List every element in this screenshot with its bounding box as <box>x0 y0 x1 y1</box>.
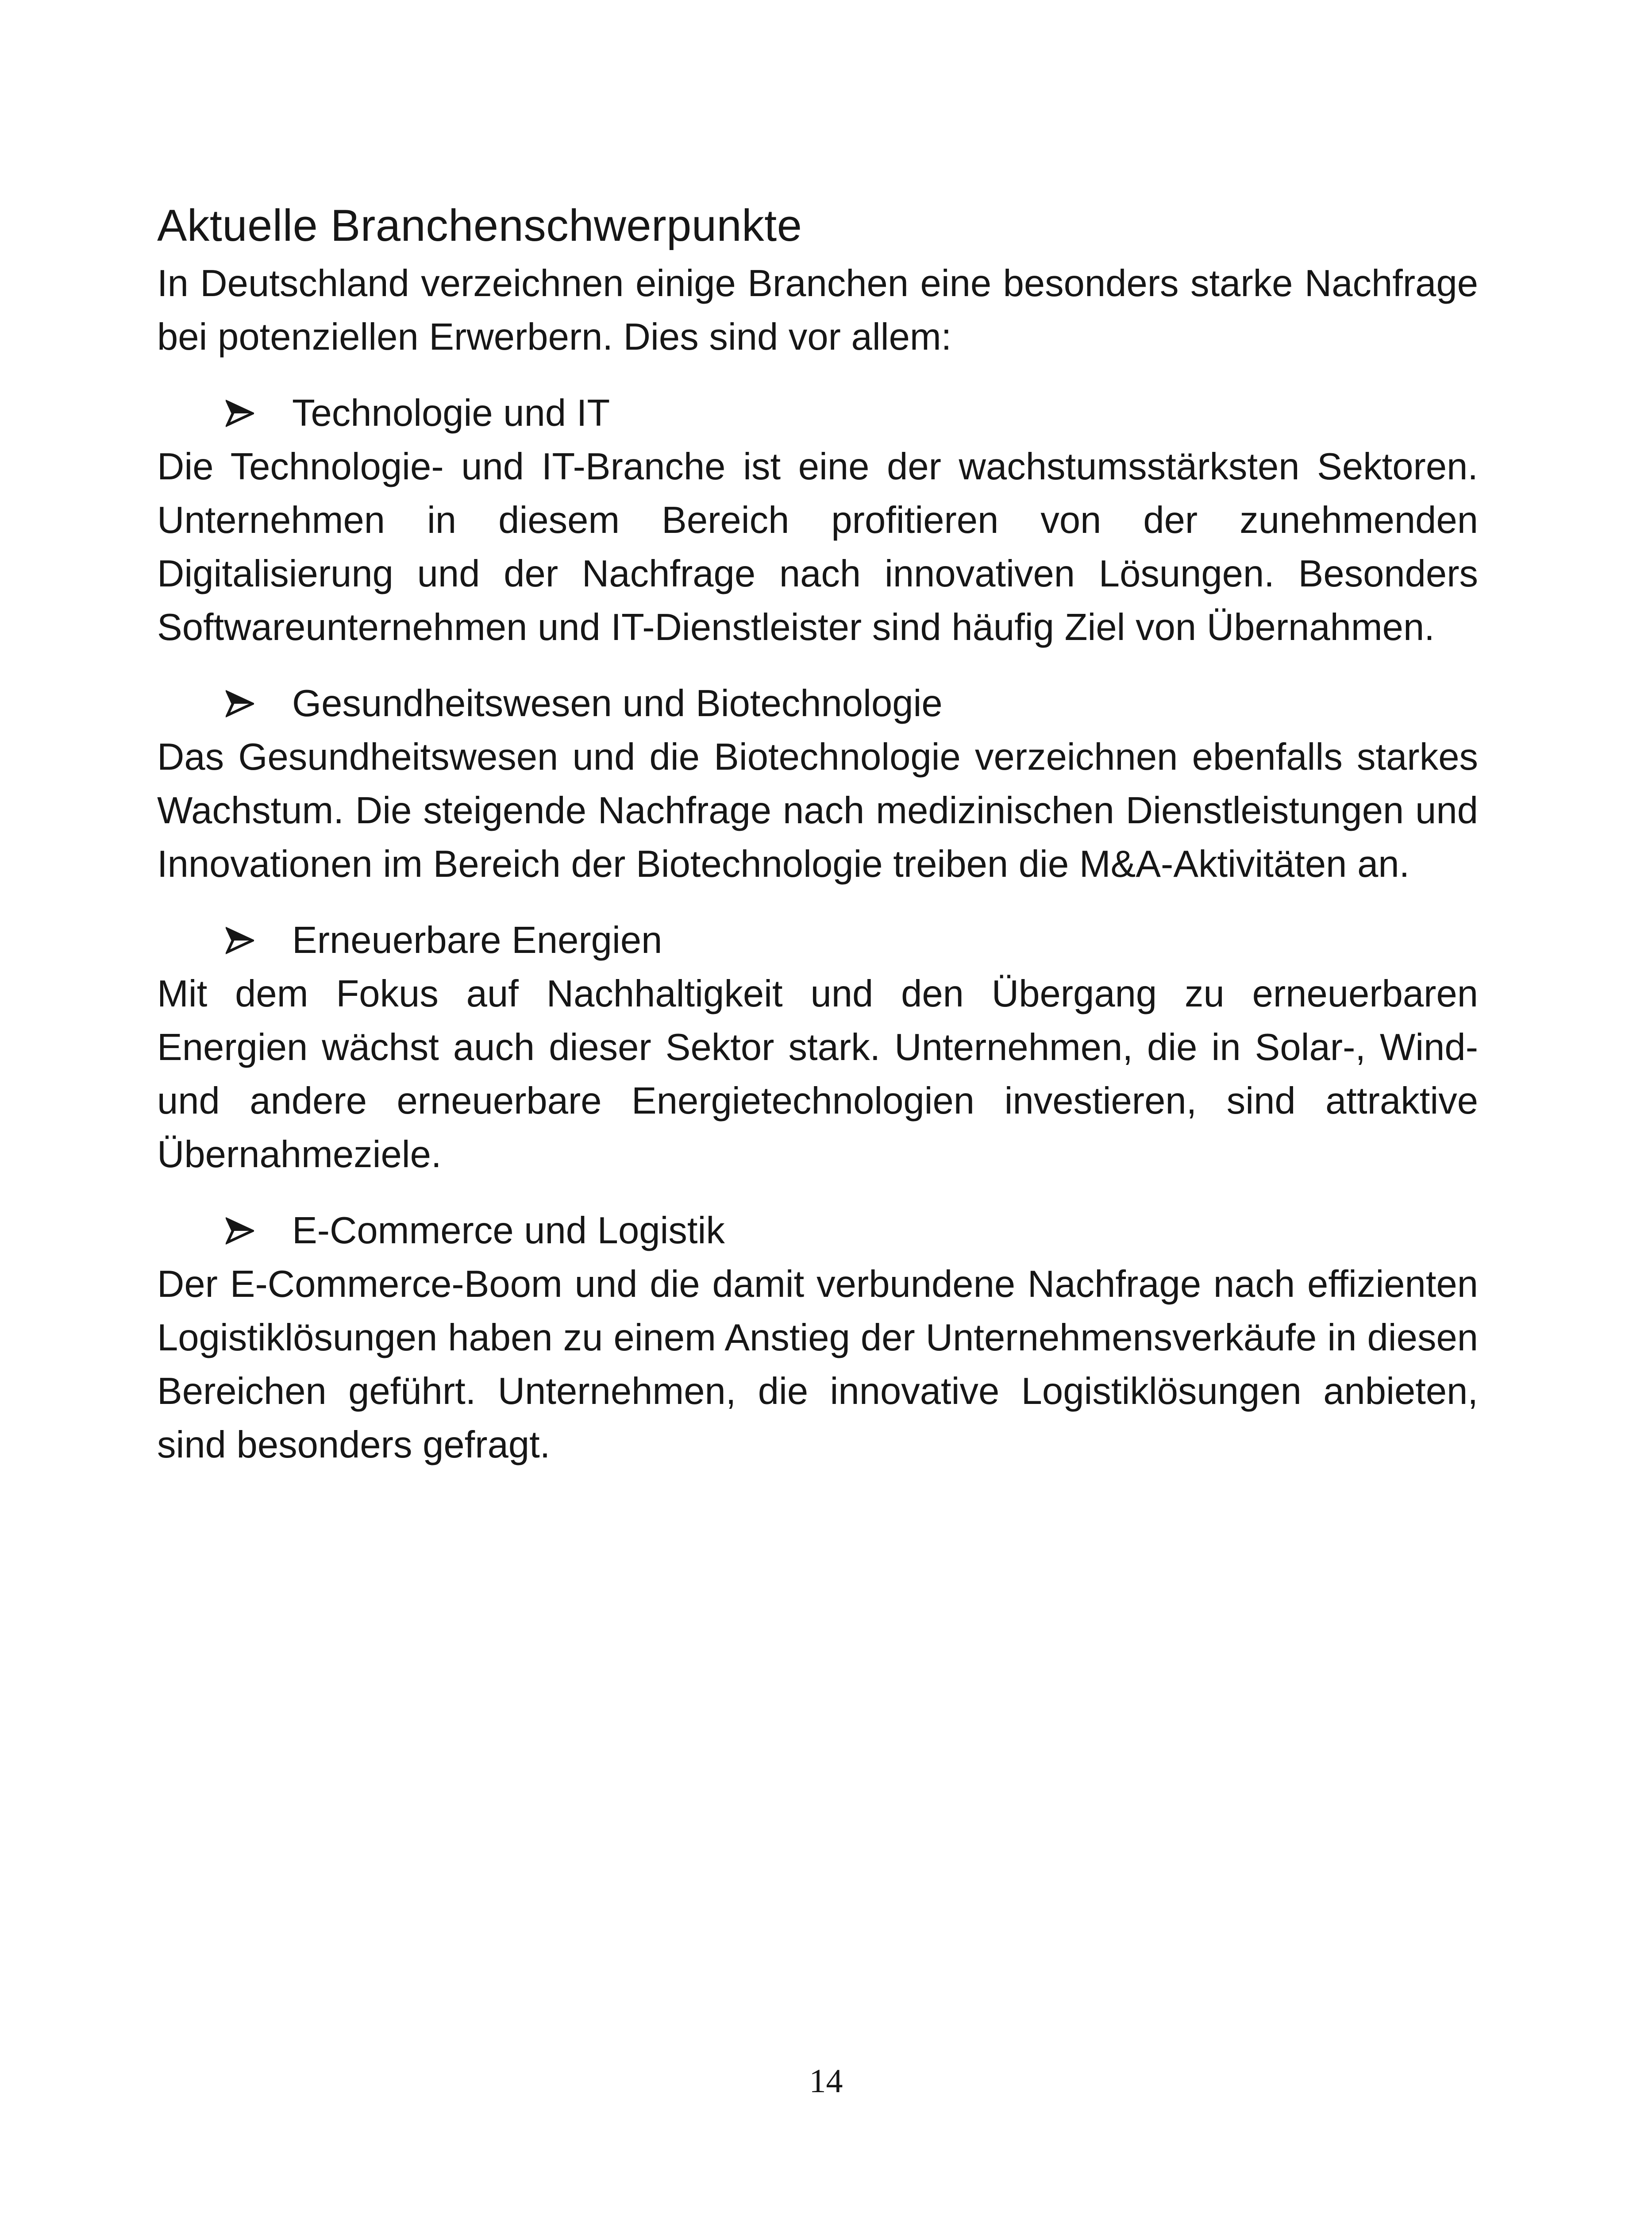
intro-paragraph: In Deutschland verzeichnen einige Branchen eine besonders starke Nachfrage bei potenziellen Erwerbern. Dies sind vor allem: <box>157 262 1478 358</box>
page-number: 14 <box>809 2063 843 2100</box>
section-paragraph-healthcare: Das Gesundheitswesen und die Biotechnologie verzeichnen ebenfalls starkes Wachstum. Die steigende Nachfrage nach medizinischen Dienstleistungen und Innovationen im Bereich der Biotechnologie treiben die M&A-Aktivitäten an. <box>157 736 1478 885</box>
section-heading: Aktuelle Branchenschwerpunkte <box>157 201 802 251</box>
bullet-item-ecommerce <box>157 1204 1478 1257</box>
bullet-item-renewables <box>157 914 1478 967</box>
bullet-item-healthcare <box>157 677 1478 730</box>
arrowhead-bullet-icon <box>157 399 292 428</box>
bullet-item-technology <box>157 386 1478 440</box>
bullet-label: E-Commerce und Logistik <box>292 1210 725 1252</box>
arrowhead-bullet-icon <box>157 690 292 718</box>
section-paragraph-technology: Die Technologie- und IT-Branche ist eine der wachstumsstärksten Sektoren. Unternehmen in diesem Bereich profitieren von der zunehmenden Digitalisierung und der Nachfrage nach innovativen Lösungen. Besonders Softwareunternehmen und IT-Dienstleister sind häufig Ziel von Übernahmen. <box>157 446 1478 648</box>
section-paragraph-renewables: Mit dem Fokus auf Nachhaltigkeit und den Übergang zu erneuerbaren Energien wächst auch dieser Sektor stark. Unternehmen, die in Solar-, Wind- und andere erneuerbare Energietechnologien investieren, sind attraktive Übernahmeziele. <box>157 973 1478 1176</box>
bullet-label: Erneuerbare Energien <box>292 919 662 961</box>
bullet-label: Gesundheitswesen und Biotechnologie <box>292 682 943 725</box>
bullet-label: Technologie und IT <box>292 392 610 434</box>
page-content <box>157 195 1478 1472</box>
section-paragraph-ecommerce: Der E-Commerce-Boom und die damit verbundene Nachfrage nach effizienten Logistiklösungen haben zu einem Anstieg der Unternehmensverkäufe in diesen Bereichen geführt. Unternehmen, die innovative Logistiklösungen anbieten, sind besonders gefragt. <box>157 1263 1478 1466</box>
arrowhead-bullet-icon <box>157 1217 292 1245</box>
arrowhead-bullet-icon <box>157 926 292 955</box>
